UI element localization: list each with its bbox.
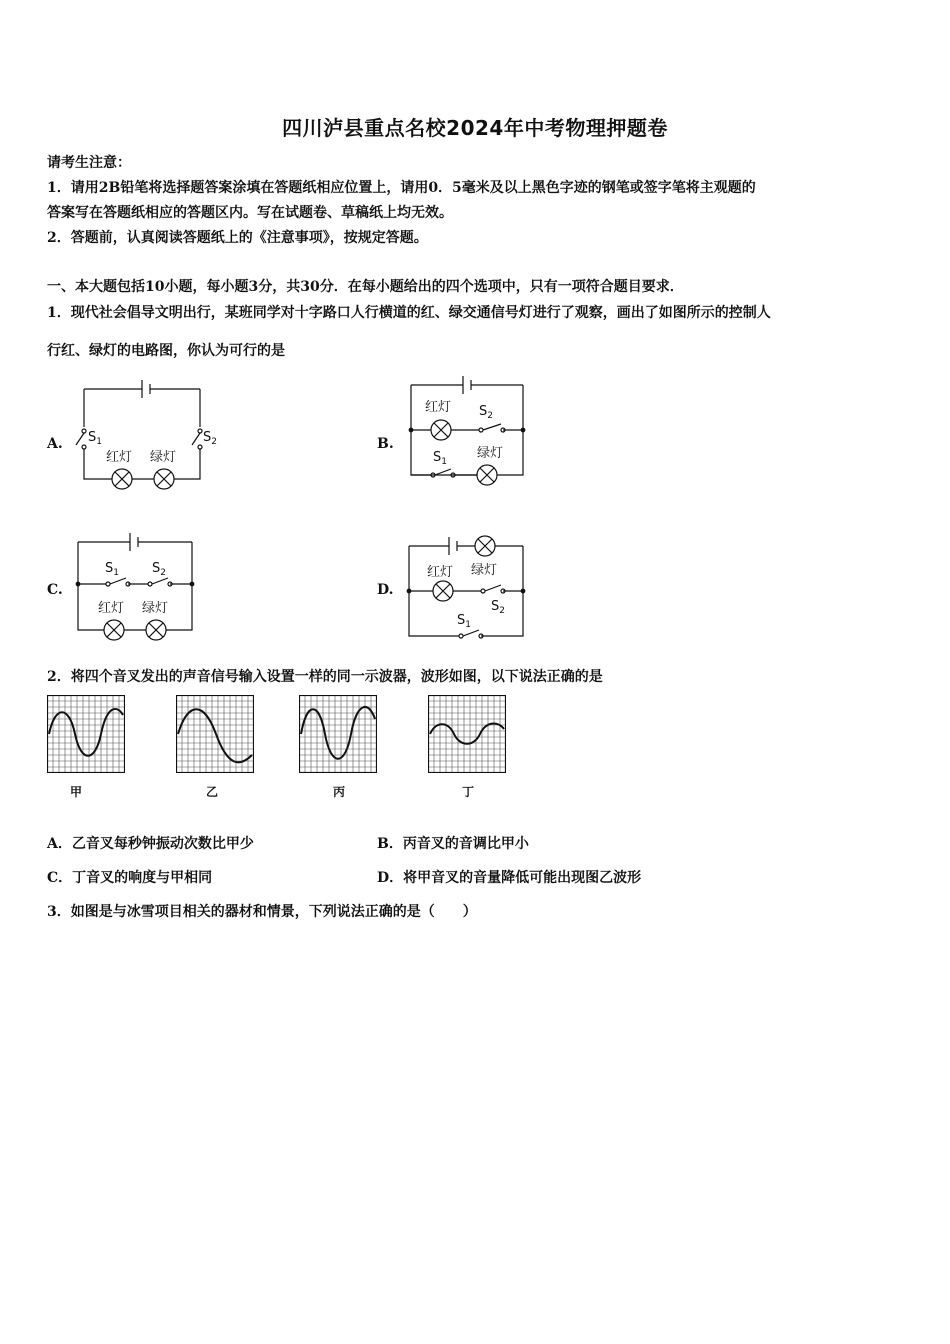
page-title: 四川泸县重点名校2024年中考物理押题卷 xyxy=(282,116,668,140)
question-2-stem: 2．将四个音叉发出的声音信号输入设置一样的同一示波器，波形如图，以下说法正确的是 xyxy=(47,669,603,685)
option-d-label: D. xyxy=(377,582,394,598)
oscilloscope-jia xyxy=(47,695,125,777)
circuit-d-green-label: 绿灯 xyxy=(471,563,498,578)
circuit-d-s1-label: $S_1$ xyxy=(457,613,471,630)
oscilloscope-bing-screen xyxy=(299,695,377,773)
circuit-c-green-label: 绿灯 xyxy=(142,601,169,616)
circuit-d-diagram xyxy=(405,530,535,642)
circuit-a-diagram xyxy=(72,375,217,485)
circuit-a-red-label: 红灯 xyxy=(106,450,133,465)
question-1-line-2: 行红、绿灯的电路图，你认为可行的是 xyxy=(47,343,285,359)
question-1-line-1: 1．现代社会倡导文明出行，某班同学对十字路口人行横道的红、绿交通信号灯进行了观察，画出了如图所示的控制人 xyxy=(47,305,771,321)
q2-option-b: B．丙音叉的音调比甲小 xyxy=(377,836,529,852)
notice-item-1-line-1: 1．请用2B铅笔将选择题答案涂填在答题纸相应位置上，请用0．5毫米及以上黑色字迹的钢笔或签字笔将主观题的 xyxy=(47,180,756,196)
notice-heading: 请考生注意： xyxy=(47,155,131,171)
oscilloscope-jia-screen xyxy=(47,695,125,773)
circuit-b-s1-label: $S_1$ xyxy=(433,450,447,467)
circuit-c-s1-label: $S_1$ xyxy=(105,561,119,578)
question-3-stem: 3．如图是与冰雪项目相关的器材和情景，下列说法正确的是（ ） xyxy=(47,904,477,920)
section-1-heading: 一、本大题包括10小题，每小题3分，共30分．在每小题给出的四个选项中，只有一项符合题目要求． xyxy=(47,279,684,295)
q2-option-d: D．将甲音叉的音量降低可能出现图乙波形 xyxy=(377,870,642,886)
wave-label-bing: 丙 xyxy=(332,785,345,799)
circuit-b-diagram xyxy=(405,373,535,488)
option-c-label: C. xyxy=(47,582,63,598)
oscilloscope-bing xyxy=(299,695,377,777)
wave-label-jia: 甲 xyxy=(69,785,82,799)
circuit-c xyxy=(72,530,202,639)
circuit-d-red-label: 红灯 xyxy=(427,565,454,580)
oscilloscope-ding-screen xyxy=(428,695,506,773)
notice-item-2: 2．答题前，认真阅读答题纸上的《注意事项》，按规定答题。 xyxy=(47,230,428,246)
circuit-a-s2-label: $S_2$ xyxy=(203,430,217,447)
circuit-a-s1-label: $S_1$ xyxy=(88,430,102,447)
circuit-c-s2-label: $S_2$ xyxy=(152,561,166,578)
q2-option-a: A．乙音叉每秒钟振动次数比甲少 xyxy=(47,836,254,852)
notice-item-1-line-2: 答案写在答题纸相应的答题区内。写在试题卷、草稿纸上均无效。 xyxy=(47,205,453,221)
oscilloscope-yi-screen xyxy=(176,695,254,773)
circuit-c-red-label: 红灯 xyxy=(98,601,125,616)
option-b-label: B. xyxy=(377,436,394,452)
oscilloscope-yi xyxy=(176,695,254,777)
circuit-d-s2-label: $S_2$ xyxy=(491,599,505,616)
wave-label-yi: 乙 xyxy=(205,785,218,799)
circuit-a-green-label: 绿灯 xyxy=(150,450,177,465)
circuit-a xyxy=(72,375,217,489)
option-a-label: A. xyxy=(47,436,63,452)
q2-option-c: C．丁音叉的响度与甲相同 xyxy=(47,870,213,886)
circuit-b xyxy=(405,373,535,492)
circuit-c-diagram xyxy=(72,530,202,635)
wave-label-ding: 丁 xyxy=(461,785,474,799)
oscilloscope-ding xyxy=(428,695,506,777)
circuit-b-s2-label: $S_2$ xyxy=(479,404,493,421)
circuit-b-red-label: 红灯 xyxy=(425,400,452,415)
circuit-d xyxy=(405,530,535,646)
circuit-b-green-label: 绿灯 xyxy=(477,446,504,461)
